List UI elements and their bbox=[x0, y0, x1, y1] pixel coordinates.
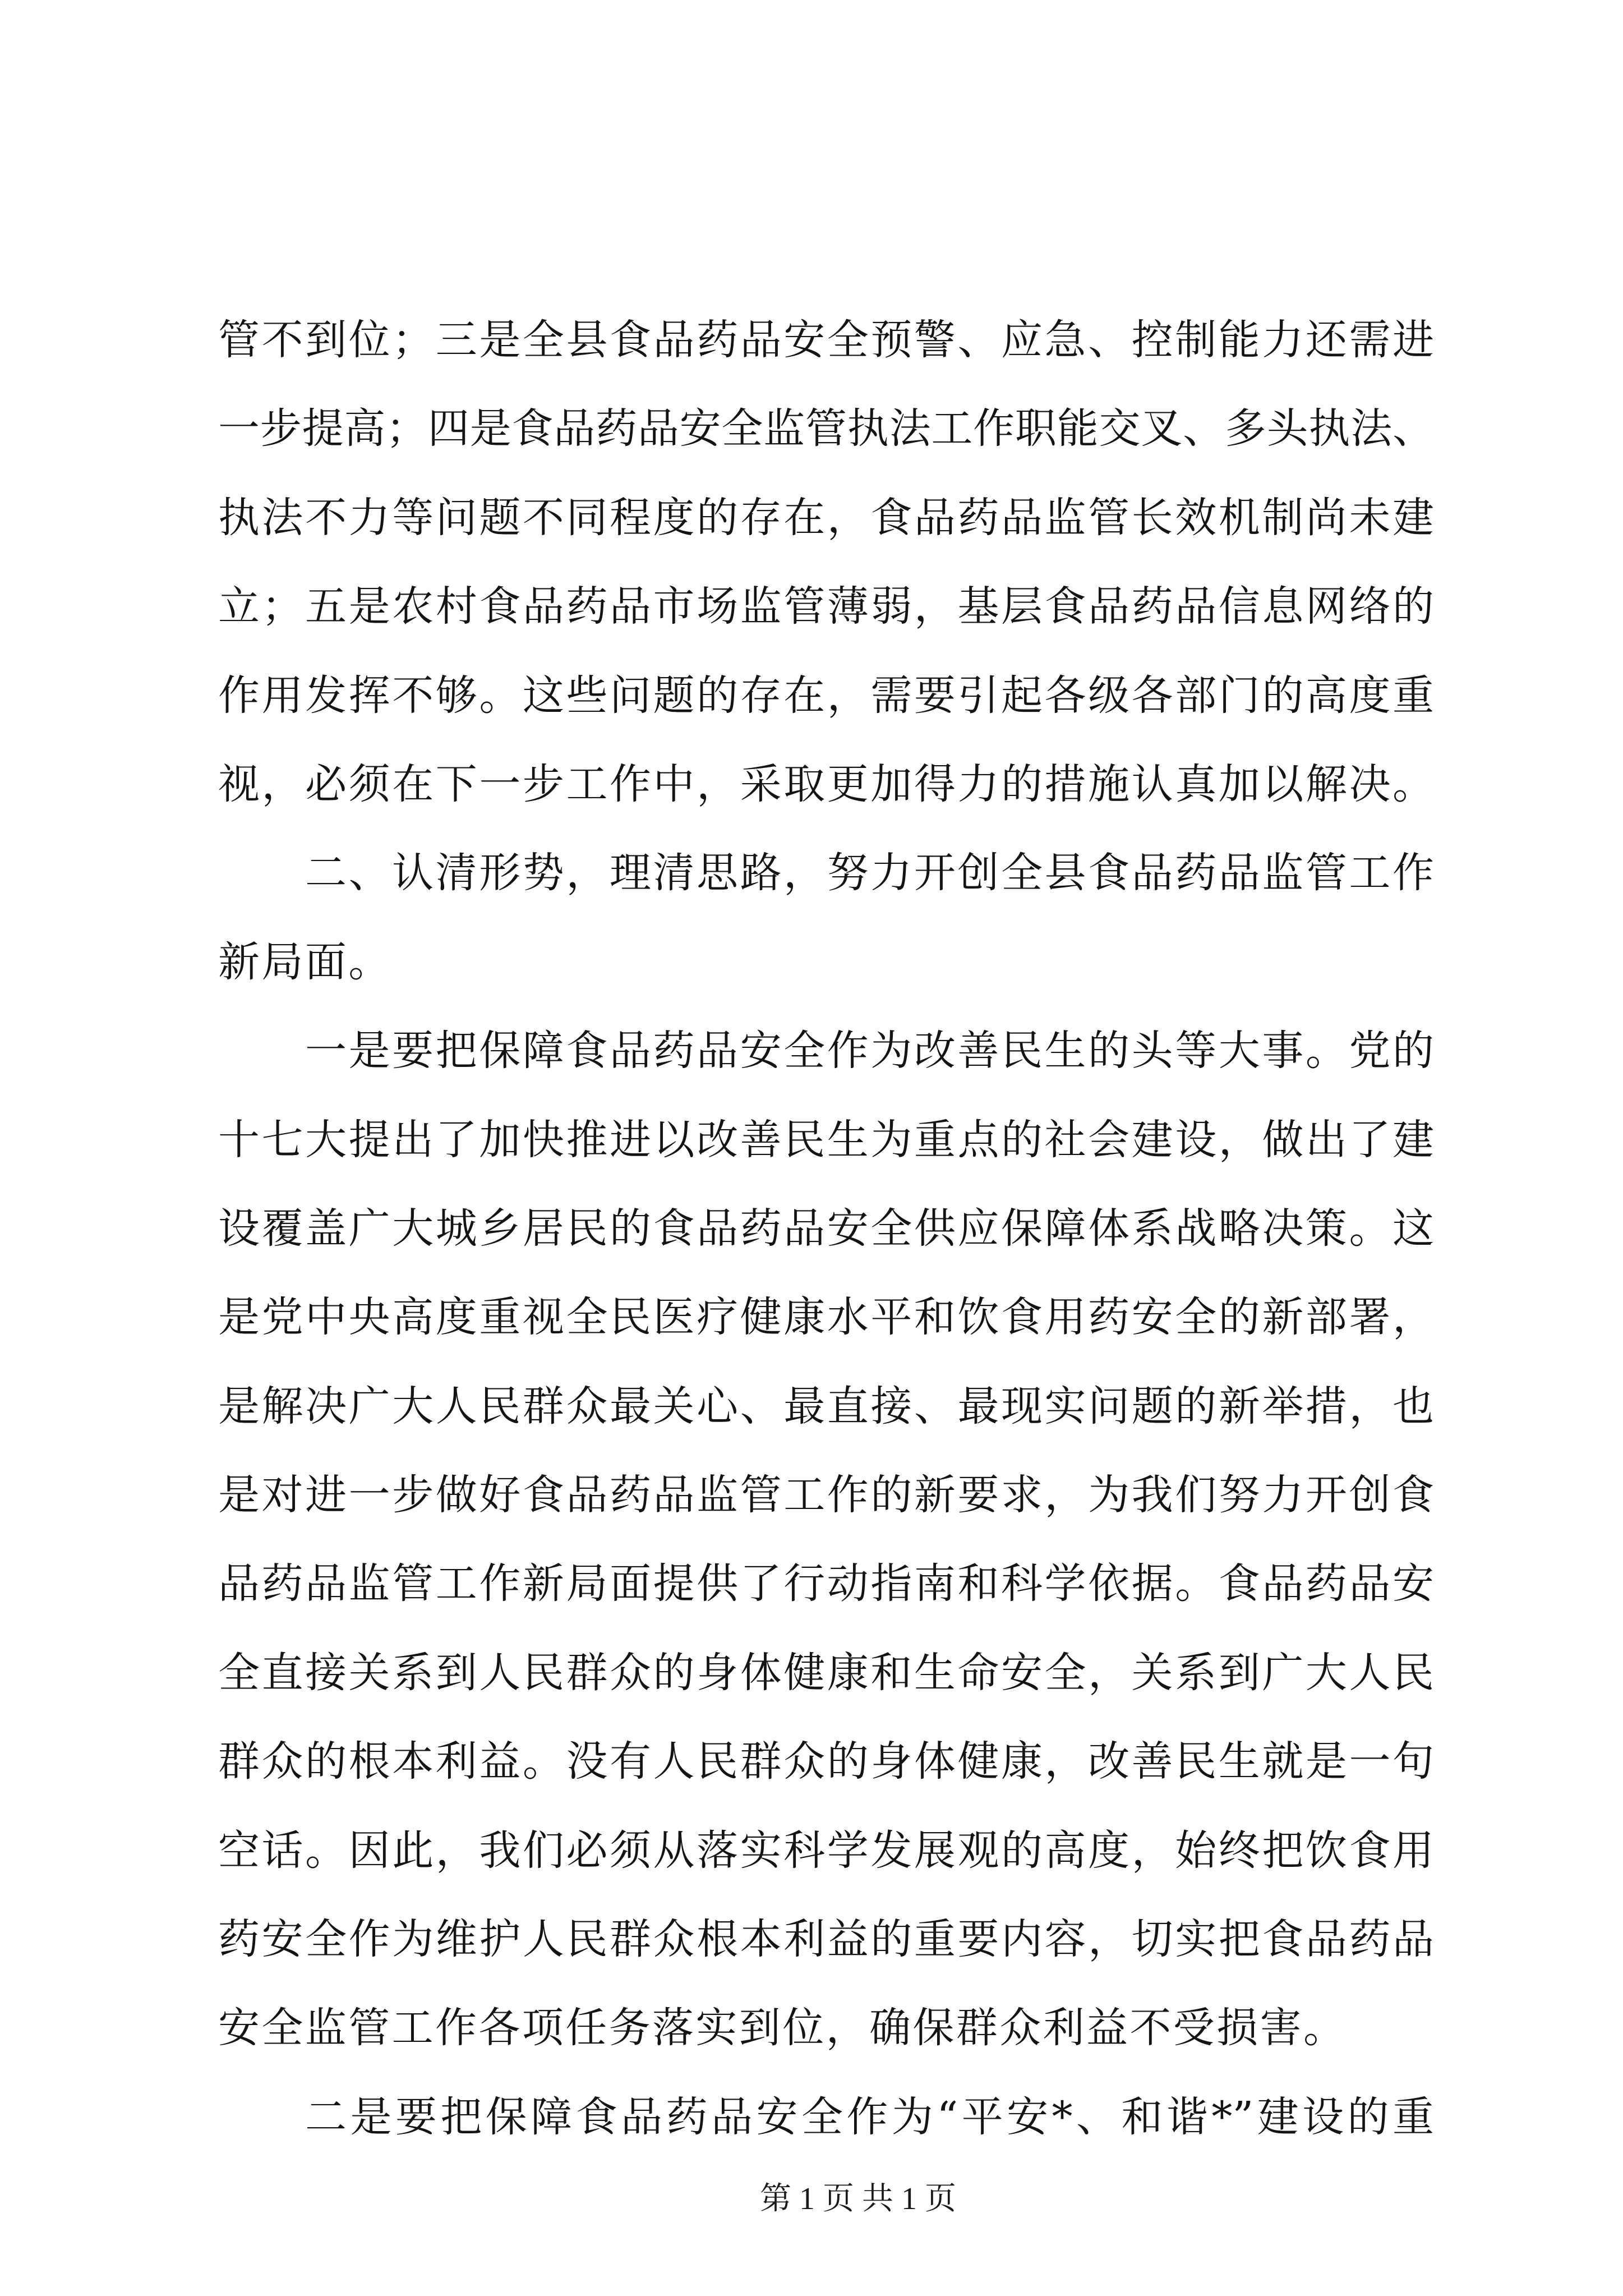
text-line: 空话。因此，我们必须从落实科学发展观的高度，始终把饮食用 bbox=[218, 1826, 1434, 1875]
section-heading bbox=[218, 829, 1434, 1006]
text-line: 品药品监管工作新局面提供了行动指南和科学依据。食品药品安 bbox=[218, 1559, 1434, 1608]
page-number: 第 1 页 共 1 页 bbox=[760, 2182, 956, 2216]
text-line: 视，必须在下一步工作中，采取更加得力的措施认真加以解决。 bbox=[218, 760, 1434, 808]
text-line: 是党中央高度重视全民医疗健康水平和饮食用药安全的新部署， bbox=[218, 1293, 1434, 1342]
text-line: 十七大提出了加快推进以改善民生为重点的社会建设，做出了建 bbox=[218, 1115, 1434, 1164]
text-line: 作用发挥不够。这些问题的存在，需要引起各级各部门的高度重 bbox=[218, 671, 1434, 720]
paragraph bbox=[218, 2073, 1434, 2161]
text-line: 一步提高；四是食品药品安全监管执法工作职能交叉、多头执法、 bbox=[218, 404, 1434, 453]
text-line: 是解决广大人民群众最关心、最直接、最现实问题的新举措，也 bbox=[218, 1382, 1434, 1430]
text-line: 一是要把保障食品药品安全作为改善民生的头等大事。党的 bbox=[305, 1027, 1434, 1075]
paragraph bbox=[218, 1006, 1434, 2073]
page-footer bbox=[645, 2177, 1071, 2221]
text-line: 立；五是农村食品药品市场监管薄弱，基层食品药品信息网络的 bbox=[218, 582, 1434, 631]
text-line: 二、认清形势，理清思路，努力开创全县食品药品监管工作 bbox=[305, 849, 1434, 898]
text-line: 设覆盖广大城乡居民的食品药品安全供应保障体系战略决策。这 bbox=[218, 1204, 1434, 1253]
text-line: 全直接关系到人民群众的身体健康和生命安全，关系到广大人民 bbox=[218, 1648, 1434, 1697]
text-line: 是对进一步做好食品药品监管工作的新要求，为我们努力开创食 bbox=[218, 1471, 1434, 1520]
text-line: 执法不力等问题不同程度的存在，食品药品监管长效机制尚未建 bbox=[218, 493, 1434, 542]
text-line: 新局面。 bbox=[218, 937, 392, 986]
text-line: 二是要把保障食品药品安全作为“平安*、和谐*”建设的重 bbox=[305, 2092, 1434, 2141]
text-line: 管不到位；三是全县食品药品安全预警、应急、控制能力还需进 bbox=[218, 316, 1434, 364]
paragraph-continued bbox=[218, 296, 1434, 829]
text-line: 药安全作为维护人民群众根本利益的重要内容，切实把食品药品 bbox=[218, 1915, 1434, 1964]
document-body bbox=[218, 296, 1434, 2161]
text-line: 群众的根本利益。没有人民群众的身体健康，改善民生就是一句 bbox=[218, 1737, 1434, 1786]
text-line: 安全监管工作各项任务落实到位，确保群众利益不受损害。 bbox=[218, 2004, 1347, 2053]
